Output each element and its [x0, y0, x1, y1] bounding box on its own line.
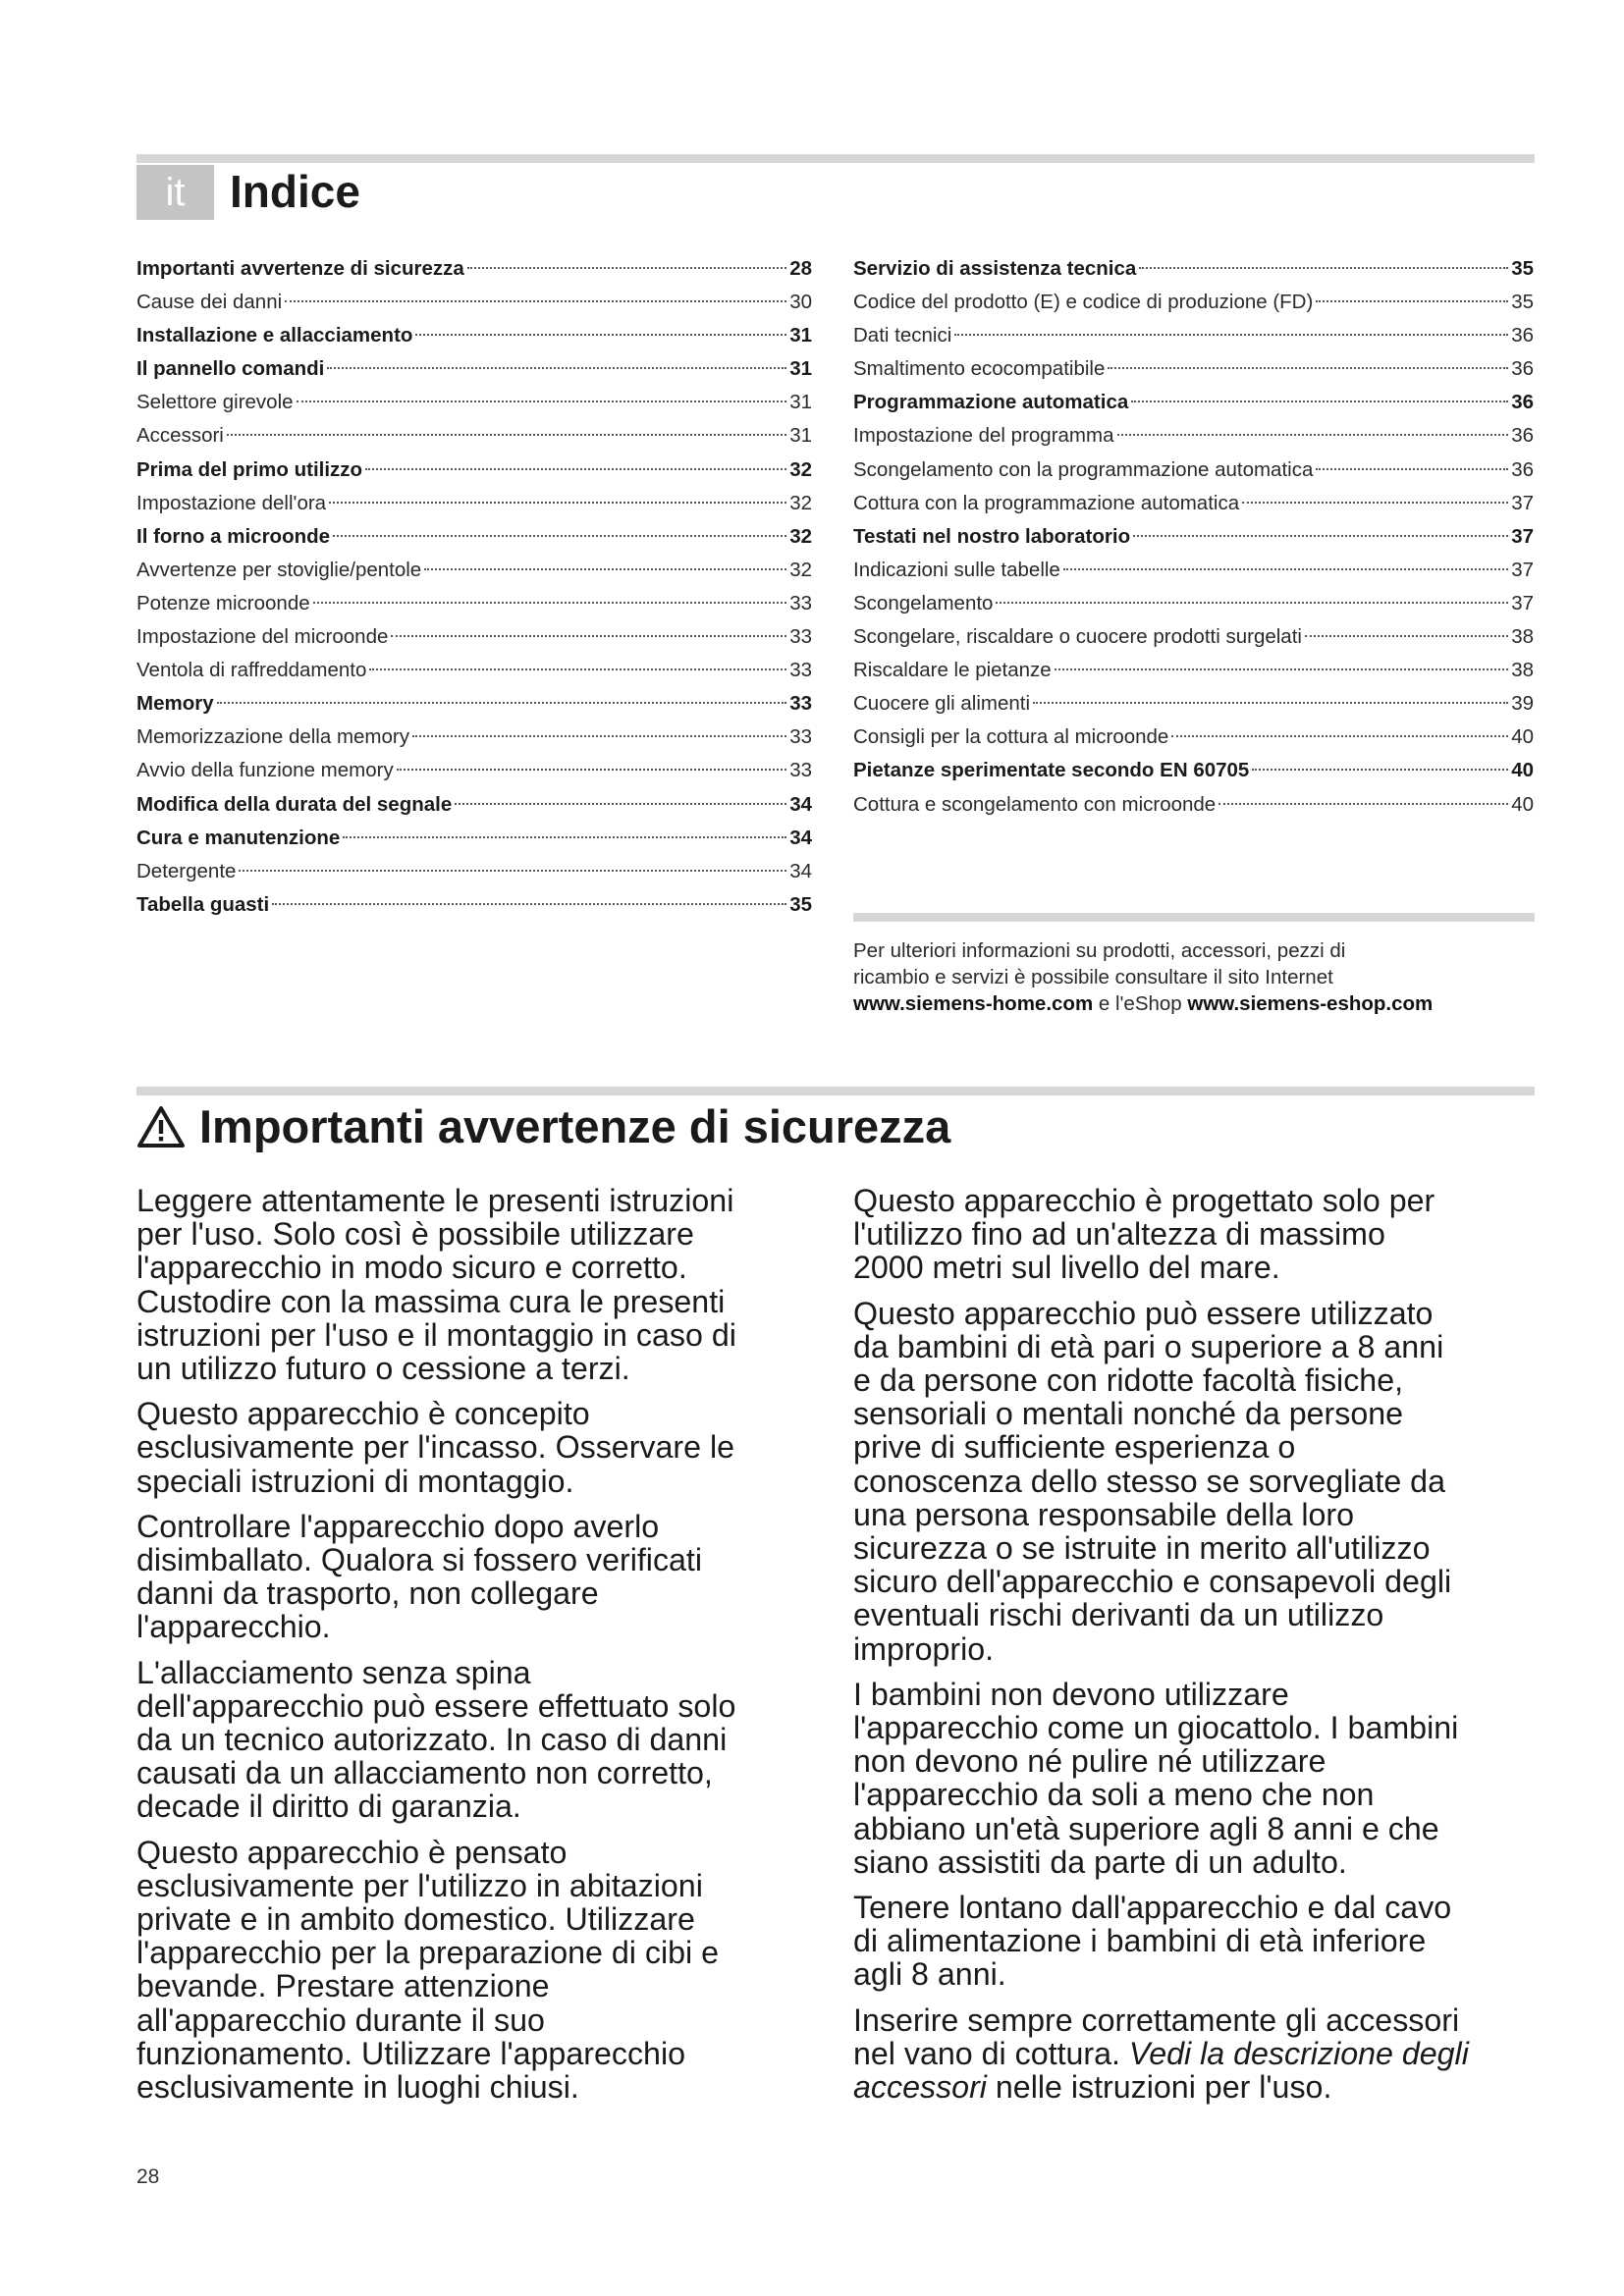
toc-entry-label: Selettore girevole: [136, 391, 294, 414]
toc-leader-dots: [954, 333, 1508, 336]
toc-entry-label: Servizio di assistenza tecnica: [853, 257, 1137, 280]
toc-entry[interactable]: [853, 520, 1534, 554]
toc-entry[interactable]: [853, 419, 1534, 453]
toc-entry-label: Cura e manutenzione: [136, 826, 341, 849]
toc-leader-dots: [365, 467, 786, 470]
toc-left-column: [136, 252, 812, 922]
paragraph-line: esclusivamente per l'utilizzo in abitazioni: [136, 1867, 703, 1903]
toc-entry-label: Memory: [136, 692, 214, 716]
toc-entry-label: Codice del prodotto (E) e codice di produzione (FD): [853, 291, 1314, 314]
toc-entry-label: Il forno a microonde: [136, 524, 331, 548]
paragraph-line: private e in ambito domestico. Utilizzare: [136, 1901, 695, 1938]
toc-entry-label: Testati nel nostro laboratorio: [853, 524, 1131, 548]
toc-entry-label: Il pannello comandi: [136, 357, 325, 381]
toc-entry-label: Importanti avvertenze di sicurezza: [136, 257, 464, 280]
paragraph-line: L'allacciamento senza spina: [136, 1654, 531, 1690]
toc-entry-page: 33: [789, 692, 812, 716]
toc-entry[interactable]: [136, 487, 812, 520]
toc-entry-page: 32: [789, 524, 812, 548]
paragraph-line: l'apparecchio in modo sicuro e corretto.: [136, 1250, 687, 1286]
toc-entry[interactable]: [136, 620, 812, 654]
toc-entry-page: 31: [789, 357, 812, 381]
toc-leader-dots: [397, 768, 786, 771]
toc-entry[interactable]: [136, 888, 812, 922]
paragraph-line: danni da trasporto, non collegare: [136, 1575, 599, 1612]
safety-paragraph: [136, 1510, 814, 1644]
toc-entry-page: 37: [1511, 558, 1534, 581]
paragraph-line: I bambini non devono utilizzare: [853, 1676, 1289, 1712]
safety-paragraph: [853, 1184, 1541, 1285]
toc-entry-page: 33: [789, 625, 812, 649]
paragraph-line: esclusivamente per l'incasso. Osservare le: [136, 1429, 735, 1466]
paragraph-line: Questo apparecchio è progettato solo per: [853, 1183, 1435, 1218]
toc-entry-page: 37: [1511, 524, 1534, 548]
toc-entry-page: 30: [789, 291, 812, 314]
toc-leader-dots: [333, 534, 786, 537]
toc-entry-page: 33: [789, 725, 812, 749]
paragraph-line: sicuro dell'apparecchio e consapevoli degli: [853, 1564, 1452, 1600]
toc-entry-page: 34: [789, 792, 812, 816]
paragraph-line: speciali istruzioni di montaggio.: [136, 1463, 574, 1499]
toc-entry-label: Detergente: [136, 859, 237, 882]
toc-leader-dots: [239, 869, 786, 872]
toc-entry-page: 33: [789, 759, 812, 782]
toc-entry-page: 36: [1511, 424, 1534, 448]
paragraph-line: sensoriali o mentali nonché da persone: [853, 1396, 1404, 1432]
toc-entry[interactable]: [853, 487, 1534, 520]
paragraph-line: da un tecnico autorizzato. In caso di danni: [136, 1722, 728, 1758]
toc-entry-label: Dati tecnici: [853, 324, 952, 347]
toc-entry-label: Modifica della durata del segnale: [136, 792, 453, 816]
toc-entry[interactable]: [136, 520, 812, 554]
toc-entry-page: 39: [1511, 692, 1534, 716]
toc-entry[interactable]: [853, 386, 1534, 419]
toc-entry[interactable]: [853, 788, 1534, 822]
paragraph-line: dell'apparecchio può essere effettuato solo: [136, 1687, 736, 1724]
toc-leader-dots: [272, 902, 786, 905]
safety-left-column: [136, 1184, 814, 2115]
siemens-home-link[interactable]: www.siemens-home.com: [853, 992, 1094, 1015]
toc-entry[interactable]: [853, 620, 1534, 654]
safety-paragraph: [136, 1836, 814, 2105]
paragraph-line: improprio.: [853, 1630, 995, 1667]
toc-leader-dots: [1252, 768, 1508, 771]
paragraph-line: causati da un allacciamento non corretto,: [136, 1755, 713, 1791]
toc-entry-page: 36: [1511, 357, 1534, 381]
toc-entry[interactable]: [136, 788, 812, 822]
toc-entry[interactable]: [136, 252, 812, 286]
paragraph-line: bevande. Prestare attenzione: [136, 1968, 550, 2004]
toc-leader-dots: [1305, 634, 1508, 637]
paragraph-line: [853, 2037, 1541, 2070]
toc-entry-page: 33: [789, 659, 812, 682]
toc-entry-page: 36: [1511, 391, 1534, 414]
toc-entry-label: Scongelamento con la programmazione automatica: [853, 457, 1314, 481]
page-number: 28: [136, 2165, 160, 2188]
info-line-2: ricambio e servizi è possibile consultare il sito Internet: [853, 966, 1333, 988]
paragraph-line: abbiano un'età superiore agli 8 anni e che: [853, 1810, 1439, 1846]
toc-leader-dots: [1063, 567, 1508, 570]
toc-entry-page: 33: [789, 591, 812, 614]
toc-entry-page: 40: [1511, 792, 1534, 816]
toc-leader-dots: [455, 802, 786, 805]
safety-right-column: [853, 1184, 1541, 2115]
toc-entry[interactable]: [853, 352, 1534, 386]
paragraph-line: l'utilizzo fino ad un'altezza di massimo: [853, 1216, 1385, 1253]
toc-entry-page: 34: [789, 859, 812, 882]
toc-leader-dots: [1171, 734, 1508, 737]
safety-divider: [136, 1087, 1535, 1095]
safety-title: Importanti avvertenze di sicurezza: [199, 1100, 951, 1152]
toc-entry-label: Scongelare, riscaldare o cuocere prodotti surgelati: [853, 625, 1302, 649]
toc-leader-dots: [1133, 534, 1508, 537]
paragraph-line: Controllare l'apparecchio dopo averlo: [136, 1508, 660, 1544]
paragraph-line: 2000 metri sul livello del mare.: [853, 1250, 1280, 1286]
safety-heading: [136, 1096, 950, 1157]
safety-paragraph: [853, 1678, 1541, 1879]
toc-entry[interactable]: [853, 454, 1534, 487]
toc-entry-page: 36: [1511, 457, 1534, 481]
paragraph-line: di alimentazione i bambini di età inferiore: [853, 1923, 1427, 1959]
toc-entry-label: Programmazione automatica: [853, 391, 1129, 414]
toc-entry[interactable]: [136, 687, 812, 721]
toc-entry[interactable]: [136, 352, 812, 386]
toc-entry-label: Consigli per la cottura al microonde: [853, 725, 1169, 749]
paragraph-line: per l'uso. Solo così è possibile utilizzare: [136, 1216, 694, 1253]
toc-entry-label: Avvio della funzione memory: [136, 759, 394, 782]
toc-entry-label: Impostazione del microonde: [136, 625, 389, 649]
toc-entry-label: Prima del primo utilizzo: [136, 457, 363, 481]
toc-entry[interactable]: [853, 286, 1534, 319]
toc-entry[interactable]: [136, 454, 812, 487]
toc-leader-dots: [1139, 266, 1508, 269]
toc-leader-dots: [1316, 299, 1508, 302]
siemens-eshop-link[interactable]: www.siemens-eshop.com: [1187, 992, 1434, 1015]
toc-entry-page: 32: [789, 491, 812, 514]
inline-italic: Vedi la descrizione degli: [1128, 2035, 1469, 2071]
paragraph-line: Tenere lontano dall'apparecchio e dal cavo: [853, 1890, 1452, 1926]
toc-leader-dots: [1316, 467, 1508, 470]
toc-leader-dots: [297, 400, 787, 402]
info-line-1: Per ulteriori informazioni su prodotti, accessori, pezzi di: [853, 939, 1346, 962]
safety-paragraph: [136, 1656, 814, 1824]
paragraph-line: da bambini di età pari o superiore a 8 anni: [853, 1328, 1444, 1364]
toc-entry[interactable]: [853, 554, 1534, 587]
toc-entry-label: Riscaldare le pietanze: [853, 659, 1052, 682]
toc-right-column: [853, 252, 1534, 822]
toc-leader-dots: [467, 266, 786, 269]
toc-entry-page: 28: [789, 257, 812, 280]
paragraph-line: agli 8 anni.: [853, 1956, 1006, 1993]
toc-entry[interactable]: [136, 654, 812, 687]
toc-entry-page: 37: [1511, 491, 1534, 514]
paragraph-line: decade il diritto di garanzia.: [136, 1789, 521, 1825]
toc-entry-label: Cottura con la programmazione automatica: [853, 491, 1240, 514]
paragraph-line: [853, 2070, 1541, 2104]
inline-text: nelle istruzioni per l'uso.: [986, 2069, 1332, 2106]
warning-triangle-icon: [136, 1105, 186, 1148]
toc-entry[interactable]: [136, 419, 812, 453]
safety-paragraph: [853, 1891, 1541, 1992]
toc-entry[interactable]: [853, 721, 1534, 754]
toc-entry-page: 34: [789, 826, 812, 849]
paragraph-line: l'apparecchio da soli a meno che non: [853, 1777, 1375, 1813]
toc-leader-dots: [1108, 366, 1508, 369]
paragraph-line: siano assistiti da parte di un adulto.: [853, 1843, 1347, 1880]
toc-entry-label: Installazione e allacciamento: [136, 324, 413, 347]
toc-entry-page: 37: [1511, 591, 1534, 614]
toc-entry[interactable]: [853, 754, 1534, 787]
toc-entry-label: Ventola di raffreddamento: [136, 659, 367, 682]
paragraph-line: Custodire con la massima cura le presenti: [136, 1283, 726, 1319]
paragraph-line: l'apparecchio.: [136, 1609, 331, 1645]
website-info: [853, 937, 1541, 1017]
toc-entry[interactable]: [853, 587, 1534, 620]
paragraph-line: una persona responsabile della loro: [853, 1496, 1354, 1532]
toc-entry-label: Impostazione dell'ora: [136, 491, 327, 514]
toc-entry-label: Cuocere gli alimenti: [853, 692, 1031, 716]
toc-leader-dots: [1117, 433, 1509, 436]
toc-entry[interactable]: [136, 286, 812, 319]
toc-leader-dots: [217, 701, 787, 704]
toc-entry[interactable]: [136, 319, 812, 352]
toc-entry-label: Avvertenze per stoviglie/pentole: [136, 558, 422, 581]
paragraph-line: disimballato. Qualora si fossero verificati: [136, 1542, 703, 1578]
toc-entry-label: Cottura e scongelamento con microonde: [853, 792, 1217, 816]
toc-entry-page: 31: [789, 391, 812, 414]
toc-entry-label: Potenze microonde: [136, 591, 310, 614]
index-title: Indice: [230, 166, 360, 217]
toc-entry[interactable]: [136, 386, 812, 419]
toc-entry-label: Indicazioni sulle tabelle: [853, 558, 1060, 581]
paragraph-line: un utilizzo futuro o cessione a terzi.: [136, 1351, 630, 1387]
inline-text: nel vano di cottura.: [853, 2035, 1129, 2071]
toc-leader-dots: [415, 333, 786, 336]
toc-entry[interactable]: [136, 554, 812, 587]
toc-entry[interactable]: [853, 687, 1534, 721]
toc-entry-label: Tabella guasti: [136, 892, 270, 916]
safety-paragraph: [853, 1297, 1541, 1666]
safety-paragraph: [853, 2003, 1541, 2105]
safety-paragraph: [136, 1184, 814, 1385]
toc-entry[interactable]: [136, 754, 812, 787]
paragraph-line: non devono né pulire né utilizzare: [853, 1743, 1326, 1780]
paragraph-line: Questo apparecchio è pensato: [136, 1834, 568, 1870]
toc-entry-page: 35: [789, 892, 812, 916]
toc-entry-label: Accessori: [136, 424, 224, 448]
toc-entry-label: Cause dei danni: [136, 291, 283, 314]
toc-leader-dots: [1055, 667, 1508, 670]
toc-entry-page: 31: [789, 324, 812, 347]
info-divider: [853, 913, 1535, 922]
toc-entry[interactable]: [136, 587, 812, 620]
paragraph-line: Leggere attentamente le presenti istruzioni: [136, 1183, 734, 1218]
toc-entry[interactable]: [136, 822, 812, 855]
toc-entry[interactable]: [136, 855, 812, 888]
toc-entry-page: 38: [1511, 659, 1534, 682]
toc-entry-page: 32: [789, 457, 812, 481]
paragraph-line: Inserire sempre correttamente gli accessori: [853, 2002, 1460, 2038]
toc-leader-dots: [424, 567, 786, 570]
toc-entry-page: 35: [1511, 291, 1534, 314]
toc-entry-label: Pietanze sperimentate secondo EN 60705: [853, 759, 1250, 782]
paragraph-line: conoscenza dello stesso se sorvegliate da: [853, 1463, 1445, 1499]
safety-paragraph: [136, 1397, 814, 1498]
toc-leader-dots: [369, 667, 786, 670]
toc-leader-dots: [313, 601, 787, 604]
toc-leader-dots: [996, 601, 1508, 604]
paragraph-line: prive di sufficiente esperienza o: [853, 1429, 1296, 1466]
info-connector: e l'eShop: [1093, 992, 1188, 1015]
paragraph-line: all'apparecchio durante il suo: [136, 2002, 545, 2038]
language-badge: it: [136, 165, 214, 220]
toc-entry-label: Impostazione del programma: [853, 424, 1114, 448]
toc-entry-page: 38: [1511, 625, 1534, 649]
toc-entry-page: 35: [1511, 257, 1534, 280]
toc-entry-page: 31: [789, 424, 812, 448]
toc-entry-page: 36: [1511, 324, 1534, 347]
paragraph-line: l'apparecchio per la preparazione di cibi e: [136, 1935, 720, 1971]
toc-leader-dots: [1033, 701, 1508, 704]
toc-leader-dots: [285, 299, 786, 302]
inline-italic: accessori: [853, 2069, 987, 2106]
toc-entry-label: Smaltimento ecocompatibile: [853, 357, 1106, 381]
paragraph-line: Questo apparecchio può essere utilizzato: [853, 1295, 1434, 1331]
paragraph-line: Questo apparecchio è concepito: [136, 1396, 590, 1432]
paragraph-line: l'apparecchio come un giocattolo. I bambini: [853, 1710, 1459, 1746]
toc-leader-dots: [327, 366, 786, 369]
paragraph-line: istruzioni per l'uso e il montaggio in caso di: [136, 1316, 736, 1353]
toc-entry[interactable]: [853, 654, 1534, 687]
paragraph-line: e da persone con ridotte facoltà fisiche,: [853, 1362, 1404, 1399]
toc-entry[interactable]: [853, 319, 1534, 352]
toc-entry-page: 40: [1511, 759, 1534, 782]
toc-entry[interactable]: [136, 721, 812, 754]
paragraph-line: esclusivamente in luoghi chiusi.: [136, 2069, 579, 2106]
paragraph-line: sicurezza o se istruite in merito all'utilizzo: [853, 1530, 1431, 1567]
toc-leader-dots: [391, 634, 786, 637]
toc-leader-dots: [1218, 802, 1508, 805]
paragraph-line: funzionamento. Utilizzare l'apparecchio: [136, 2035, 685, 2071]
toc-leader-dots: [412, 734, 786, 737]
toc-entry[interactable]: [853, 252, 1534, 286]
paragraph-line: eventuali rischi derivanti da un utilizzo: [853, 1597, 1384, 1633]
toc-leader-dots: [227, 433, 786, 436]
toc-leader-dots: [1242, 501, 1508, 504]
toc-leader-dots: [343, 835, 786, 838]
toc-entry-label: Scongelamento: [853, 591, 994, 614]
toc-leader-dots: [329, 501, 786, 504]
toc-leader-dots: [1131, 400, 1508, 402]
toc-entry-page: 32: [789, 558, 812, 581]
toc-entry-page: 40: [1511, 725, 1534, 749]
toc-entry-label: Memorizzazione della memory: [136, 725, 409, 749]
